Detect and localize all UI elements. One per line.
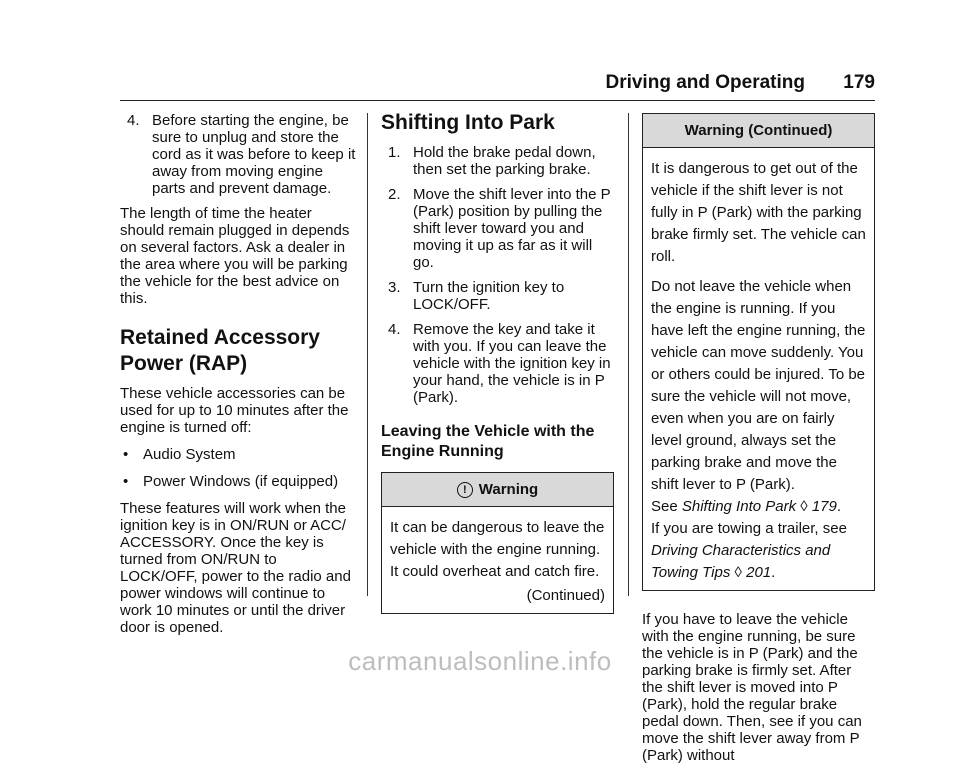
column-1 — [120, 112, 356, 646]
warning-title: Warning — [478, 481, 539, 498]
xref-link-towing[interactable]: Driving Characteristics and Towing Tips — [651, 542, 831, 581]
paragraph: If you have to leave the vehicle with the engine running, be sure the vehicle is in P (Park) and the parking brake is firmly set. After the shift lever is moved into P (Park), hold the regular brake pedal down. Then, see if you can move the shift lever away from P (Park) without — [642, 611, 862, 764]
bullet-item — [120, 473, 356, 490]
warning-box-continued — [642, 113, 875, 591]
list-text: Turn the ignition key to LOCK/OFF. — [413, 279, 565, 313]
leaving-vehicle-heading: Leaving the Vehicle with the Engine Running — [381, 423, 595, 460]
warning-text: It can be dangerous to leave the vehicle with the engine running. It could overheat and catch fire. — [390, 519, 605, 580]
xref-prefix: See — [651, 498, 682, 515]
paragraph: These vehicle accessories can be used for up to 10 minutes after the engine is turned off: — [120, 385, 349, 436]
warning-body — [643, 148, 874, 590]
xref-suffix: . — [836, 498, 842, 515]
page-number: 179 — [843, 72, 875, 93]
list-text: Remove the key and take it with you. If you can leave the vehicle with the ignition key in your hand, the vehicle is in P (Park). — [413, 321, 611, 406]
shifting-heading: Shifting Into Park — [381, 111, 555, 134]
list-item — [381, 279, 614, 313]
list-number: 3. — [388, 279, 401, 296]
list-number: 1. — [388, 144, 401, 161]
xref-link-shifting[interactable]: Shifting Into Park — [681, 498, 797, 515]
section-title: Driving and Operating — [605, 72, 805, 93]
warning-paragraph: It is dangerous to get out of the vehicle if the shift lever is not fully in P (Park) with the parking brake firmly set. The vehicle can roll. — [651, 160, 866, 265]
continued-label: (Continued) — [526, 587, 605, 604]
warning-box — [381, 472, 614, 614]
page-header — [120, 70, 875, 101]
page-ref-icon: ◊ — [796, 498, 812, 515]
bullet-icon: • — [123, 446, 129, 463]
warning-body — [382, 507, 613, 613]
warning-header: Warning (Continued) — [643, 114, 874, 148]
bullet-text: Power Windows (if equipped) — [143, 473, 339, 490]
bullet-icon: • — [123, 473, 129, 490]
list-item — [381, 186, 614, 271]
list-item — [381, 321, 614, 406]
list-item — [120, 112, 356, 197]
list-number: 4. — [388, 321, 401, 338]
list-text: Hold the brake pedal down, then set the parking brake. — [413, 144, 596, 178]
list-text: Move the shift lever into the P (Park) position by pulling the shift lever toward you and moving it up as far as it will go. — [413, 186, 611, 271]
list-number: 2. — [388, 186, 401, 203]
paragraph: These features will work when the ignition key is in ON/RUN or ACC/ ACCESSORY. Once the key is turned from ON/RUN to LOCK/OFF, power to the radio and power windows will continue to work 10 minutes or until the driver door is opened. — [120, 500, 351, 636]
xref-suffix: . — [771, 564, 776, 581]
bullet-item — [120, 446, 356, 463]
cross-reference — [651, 496, 866, 518]
bullet-text: Audio System — [143, 446, 236, 463]
warning-icon: ! — [457, 482, 473, 498]
watermark: carmanualsonline.info — [348, 646, 612, 676]
xref-page[interactable]: 179 — [811, 498, 837, 515]
paragraph: The length of time the heater should remain plugged in depends on several factors. Ask a dealer in the area where you will be parking the vehicle for the best advice on this. — [120, 205, 350, 307]
page-ref-icon: ◊ — [730, 564, 747, 581]
warning-paragraph: Do not leave the vehicle when the engine is running. If you have left the engine running, the vehicle can move suddenly. You or others could be injured. To be sure the vehicle will not move, even when you are on fairly level ground, always set the parking brake and move the shift lever to P (Park). — [651, 278, 866, 493]
warning-header — [382, 473, 613, 507]
rap-heading: Retained Accessory Power (RAP) — [120, 326, 320, 375]
column-divider-right — [628, 113, 629, 596]
cross-reference — [651, 518, 866, 584]
xref-page[interactable]: 201 — [746, 564, 772, 581]
list-number: 4. — [127, 112, 140, 129]
xref-prefix: If you are towing a trailer, see — [651, 520, 847, 537]
column-divider-left — [367, 113, 368, 596]
list-text: Before starting the engine, be sure to unplug and store the cord as it was before to keep it away from moving engine parts and prevent damage. — [152, 112, 356, 197]
column-2 — [381, 110, 614, 614]
list-item — [381, 144, 614, 178]
